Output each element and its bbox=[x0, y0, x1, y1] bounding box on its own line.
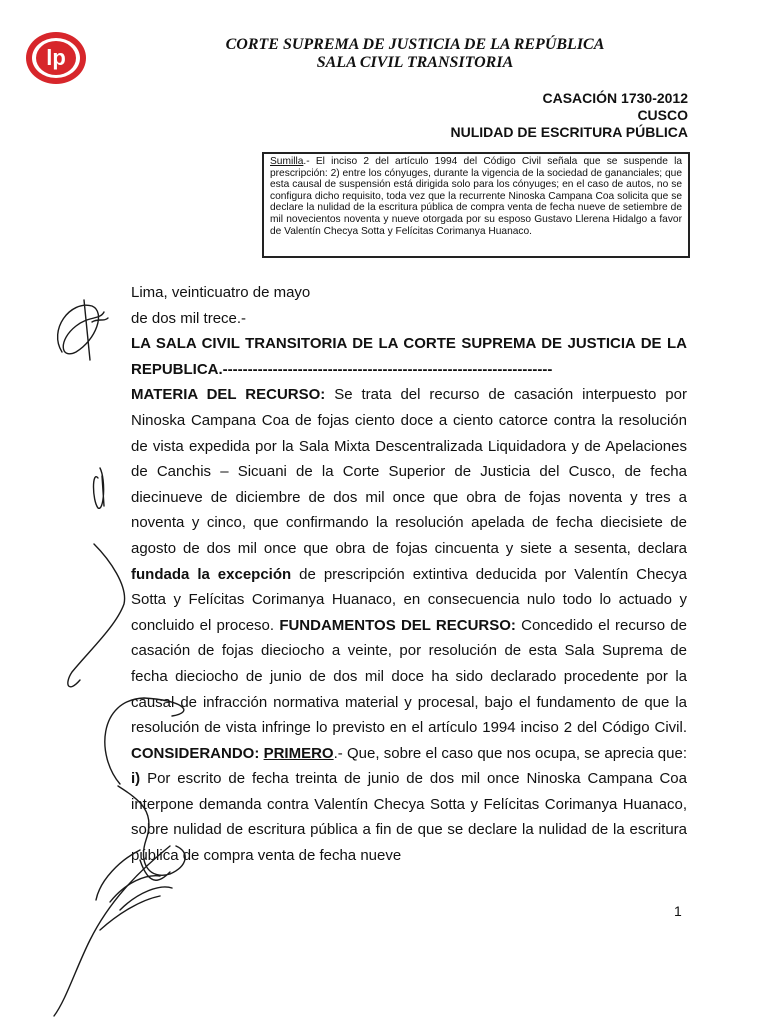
primero-label: PRIMERO bbox=[263, 744, 334, 762]
court-heading bbox=[131, 331, 687, 382]
fundamentos-label: FUNDAMENTOS DEL RECURSO: bbox=[279, 616, 516, 634]
signature-mid-left bbox=[94, 468, 105, 508]
logo-text: lp bbox=[46, 45, 66, 70]
case-city: CUSCO bbox=[637, 107, 688, 123]
signature-long-stroke bbox=[68, 544, 125, 687]
page-number: 1 bbox=[674, 903, 682, 919]
fundamentos-text: Concedido el recurso de casación de fojas dieciocho a veinte, por resolución de esta Sala Suprema de fecha dieciocho de junio de dos mil doce ha sido declarado procedente por la causal de infracción normativa material y procesal, bajo el fundamento de que la resolución de vista infringe lo previsto en el artículo 1994 inciso 2 del Código Civil. bbox=[131, 616, 687, 737]
date-line-2: de dos mil trece.- bbox=[131, 309, 247, 327]
case-subject: NULIDAD DE ESCRITURA PÚBLICA bbox=[450, 124, 688, 140]
considerando-label: CONSIDERANDO: bbox=[131, 744, 260, 762]
case-block bbox=[451, 90, 688, 141]
court-heading-dashes: ------------------------------------------------------------------ bbox=[222, 360, 553, 378]
main-paragraph bbox=[131, 382, 687, 868]
fundada-text: fundada la excepción bbox=[131, 565, 292, 583]
court-title-line2: SALA CIVIL TRANSITORIA bbox=[316, 54, 514, 71]
date-line-1: Lima, veinticuatro de mayo bbox=[131, 284, 311, 301]
item-i-label: i) bbox=[131, 770, 141, 788]
materia-text-b: de prescripción extintiva deducida por Valentín Checya Sotta y Felícitas Corimanya Huanaco, en consecuencia nulo todo lo actuado y concluido el proceso. bbox=[131, 565, 688, 634]
summary-lead: Sumilla bbox=[270, 156, 304, 167]
court-title-line1: CORTE SUPREMA DE JUSTICIA DE LA REPÚBLICA bbox=[225, 36, 605, 53]
signature-scrawl-bottom bbox=[100, 876, 172, 930]
court-title bbox=[150, 36, 680, 72]
materia-text-a: Se trata del recurso de casación interpuesto por Ninoska Campana Coa de fojas ciento doce a ciento catorce contra la resolución de vista expedida por la Sala Mixta Descentralizada Liquidadora y de Apelaciones de Canchis – Sicuani de la Corte Superior de Justicia del Cusco, de fecha diecinueve de diciembre de dos mil once que obra de fojas noventa y tres a noventa y cinco, que confirmando la resolución apelada de fecha diecisiete de agosto de dos mil once que obra de fojas cincuenta y siete a sesenta, declara bbox=[131, 386, 687, 557]
case-number: CASACIÓN 1730-2012 bbox=[542, 90, 688, 106]
primero-text-a: .- Que, sobre el caso que nos ocupa, se aprecia que: bbox=[333, 744, 687, 762]
summary-box bbox=[262, 152, 690, 258]
lp-logo bbox=[22, 30, 92, 86]
court-heading-text: LA SALA CIVIL TRANSITORIA DE LA CORTE SUPREMA DE JUSTICIA DE LA REPUBLICA. bbox=[131, 335, 687, 378]
materia-label: MATERIA DEL RECURSO: bbox=[131, 386, 326, 404]
primero-text-b: Por escrito de fecha treinta de junio de dos mil once Ninoska Campana Coa interpone demanda contra Valentín Checya Sotta y Felícitas Corimanya Huanaco, sobre nulidad de escritura pública a fin de que se declare la nulidad de la escritura pública de compra venta de fecha nueve bbox=[131, 770, 687, 865]
signature-top-left bbox=[58, 300, 108, 360]
document-body bbox=[131, 280, 687, 869]
summary-text: .- El inciso 2 del artículo 1994 del Código Civil señala que se suspende la prescripción: 2) entre los cónyuges, durante la vigencia de la sociedad de gananciales; que esta causal de suspensión está dirigida solo para los cónyuges; en el caso de autos, no se configura dicho requisito, toda vez que la recurrente Ninoska Campana Coa solicita que se declare la nulidad de la escritura pública de compra venta de fecha nueve de setiembre de mil novecientos noventa y nueve otorgada por su esposo Gustavo Llerena Hidalgo a favor de Valentín Checya Sotta y Felícitas Corimanya Huanaco. bbox=[270, 156, 682, 237]
